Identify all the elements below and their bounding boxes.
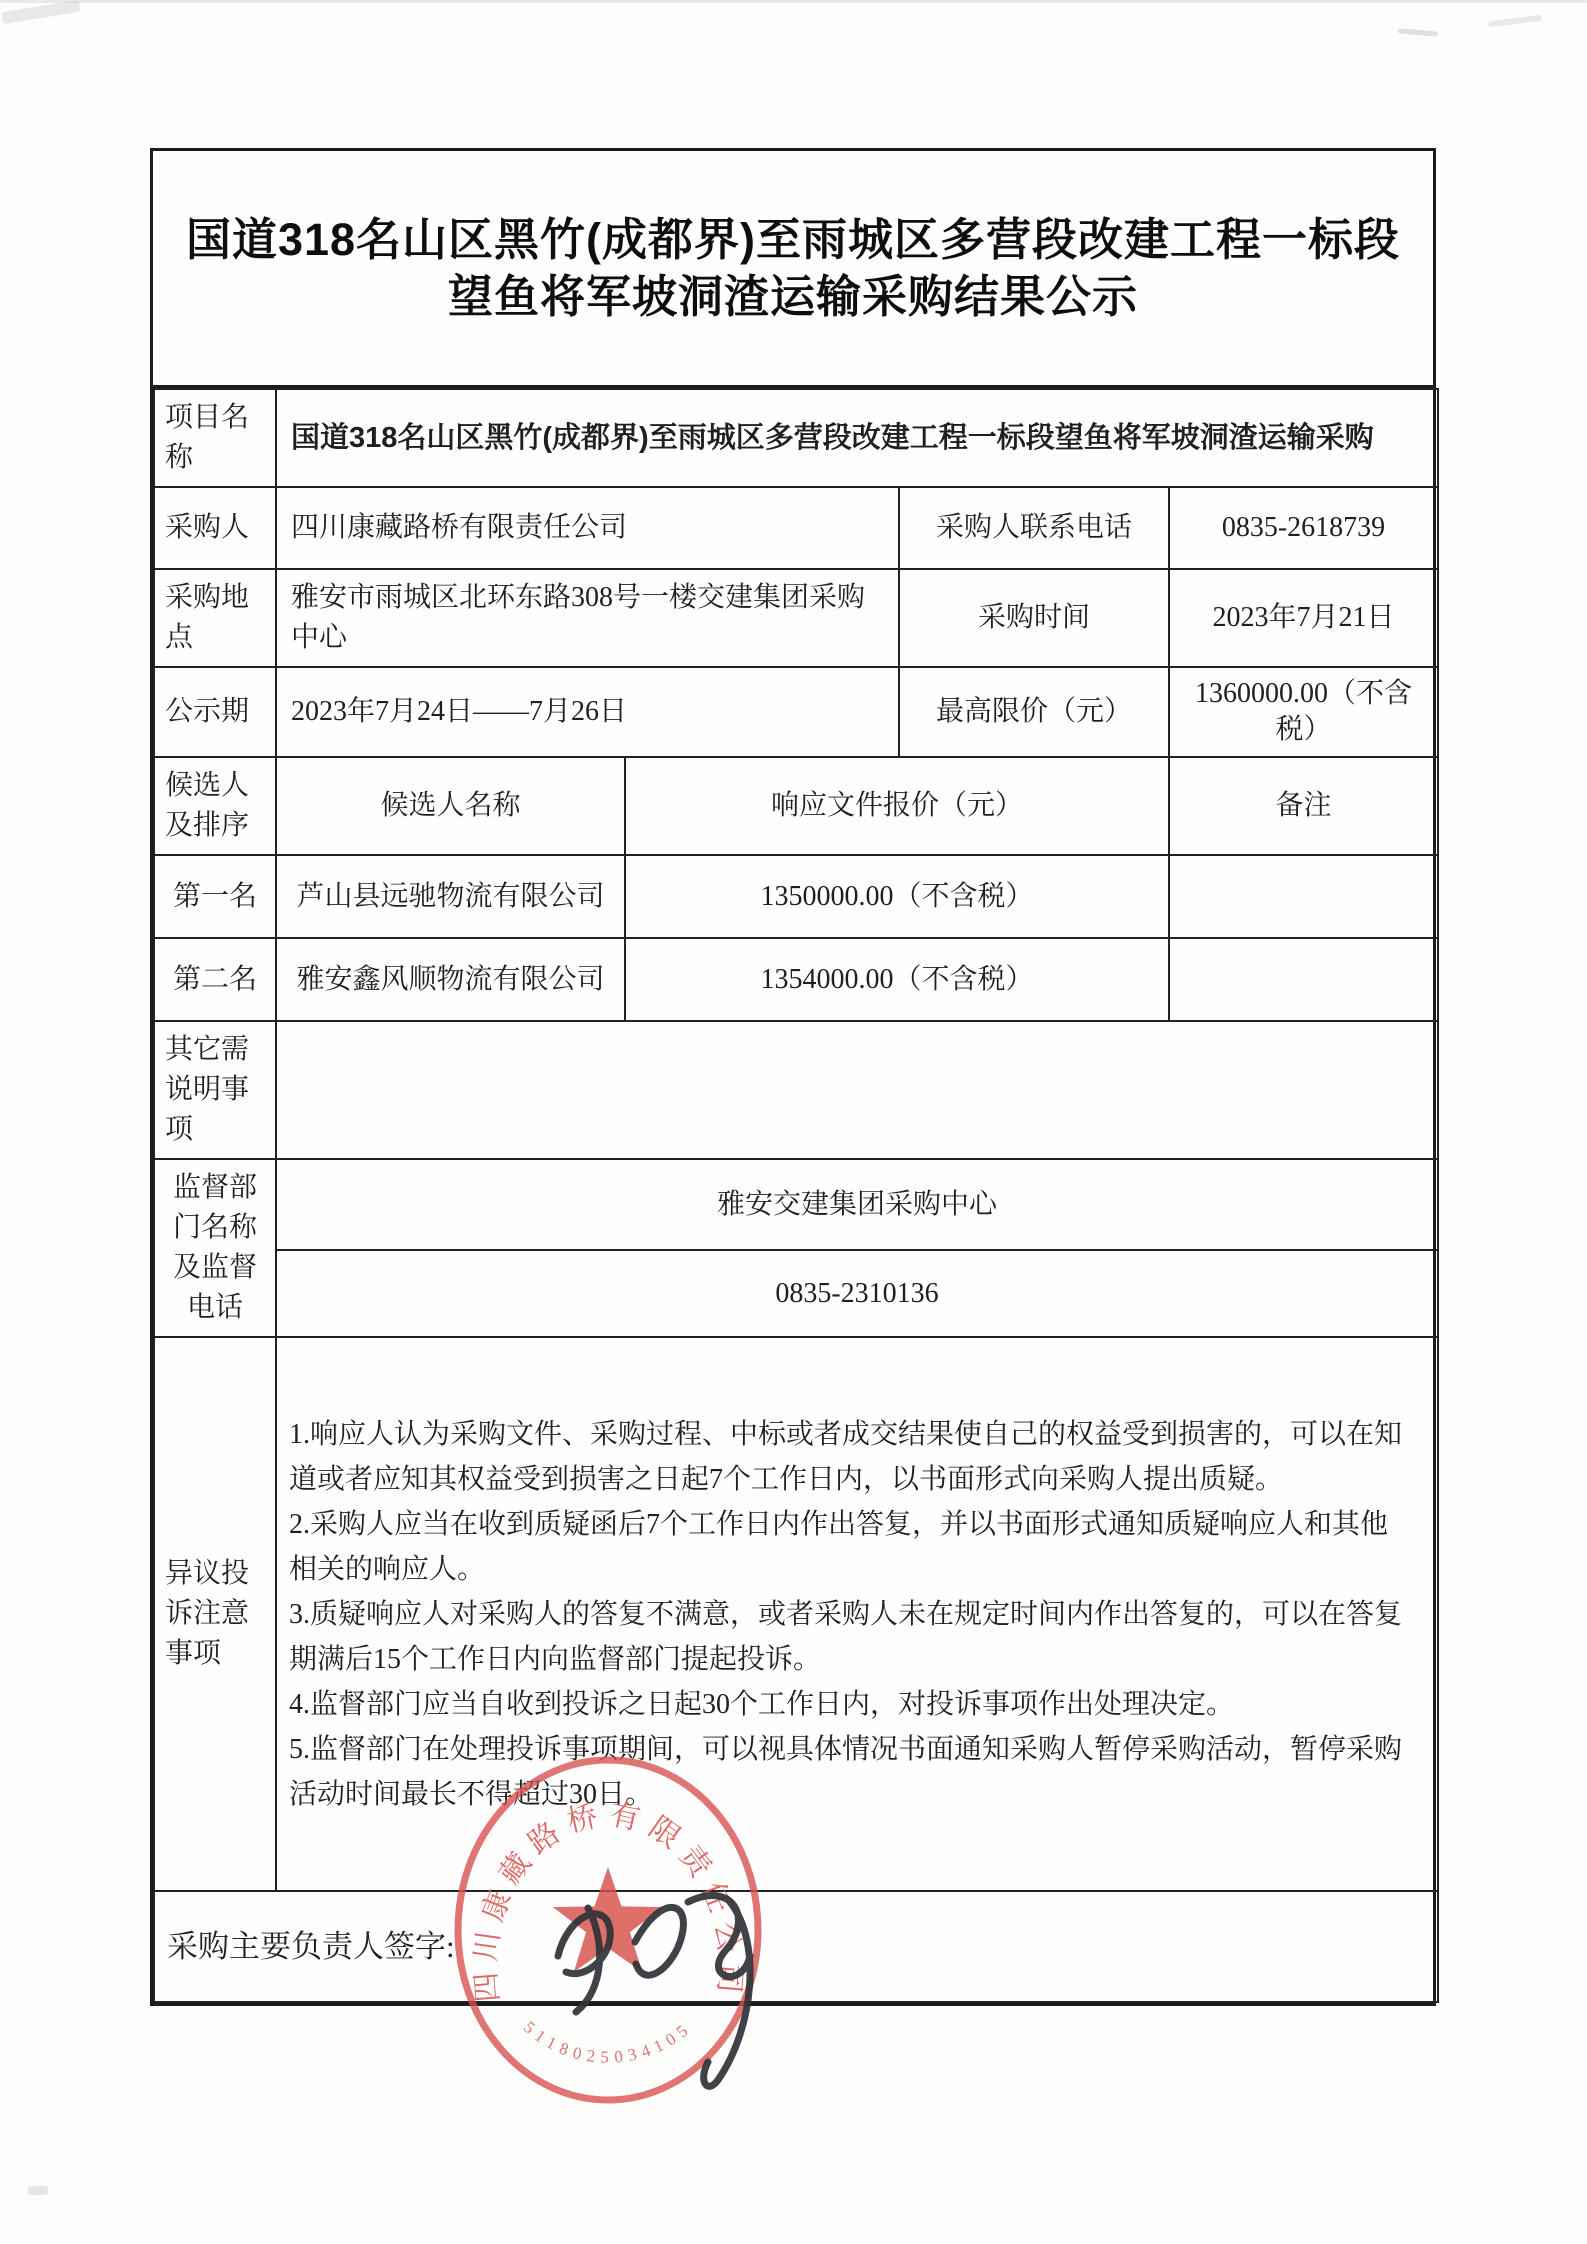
other-notes-label: 其它需说明事项: [154, 1021, 276, 1159]
scan-mark-artifact: [28, 2186, 48, 2195]
candidate-row-1: [154, 855, 1438, 938]
objection-item-3: 3.质疑响应人对采购人的答复不满意，或者采购人未在规定时间内作出答复的，可以在答复期满后15个工作日内向监督部门提起投诉。: [289, 1598, 1403, 1675]
location-value: 雅安市雨城区北环东路308号一楼交建集团采购中心: [276, 569, 899, 667]
supervision-phone-row: [154, 1250, 1438, 1337]
scan-mark-artifact: [1398, 28, 1438, 36]
project-name-row: [154, 389, 1438, 487]
objection-item-2: 2.采购人应当在收到质疑函后7个工作日内作出答复，并以书面形式通知质疑响应人和其他相关的响应人。: [289, 1508, 1389, 1585]
purchaser-value: 四川康藏路桥有限责任公司: [276, 487, 899, 569]
supervision-phone: 0835-2310136: [276, 1250, 1438, 1337]
scan-edge-artifact: [0, 0, 1587, 3]
candidate-remark-header: 备注: [1169, 757, 1438, 855]
seal-company-text: 四川康藏路桥有限责任公司: [469, 1797, 747, 2004]
candidate-rank-header: 候选人及排序: [154, 757, 276, 855]
project-name-value: 国道318名山区黑竹(成都界)至雨城区多营段改建工程一标段望鱼将军坡洞渣运输采购: [276, 389, 1438, 487]
purchaser-row: [154, 487, 1438, 569]
publicity-period-value: 2023年7月24日——7月26日: [276, 667, 899, 757]
objection-item-4: 4.监督部门应当自收到投诉之日起30个工作日内，对投诉事项作出处理决定。: [289, 1688, 1235, 1720]
scan-mark-artifact: [1488, 15, 1542, 28]
project-name-label: 项目名称: [154, 389, 276, 487]
document-title: [153, 151, 1433, 388]
purchaser-label: 采购人: [154, 487, 276, 569]
max-price-label: 最高限价（元）: [899, 667, 1169, 757]
candidate-1-name: 芦山县远驰物流有限公司: [276, 855, 625, 938]
publicity-period-row: [154, 667, 1438, 757]
candidate-1-rank: 第一名: [154, 855, 276, 938]
candidate-row-2: [154, 938, 1438, 1021]
svg-text:5118025034105: [520, 2018, 696, 2067]
supervision-name: 雅安交建集团采购中心: [276, 1159, 1438, 1250]
purchase-time-label: 采购时间: [899, 569, 1169, 667]
purchaser-phone-label: 采购人联系电话: [899, 487, 1169, 569]
location-label: 采购地点: [154, 569, 276, 667]
candidate-1-remark: [1169, 855, 1438, 938]
objection-notes: [276, 1337, 1438, 1891]
candidate-2-remark: [1169, 938, 1438, 1021]
publicity-period-label: 公示期: [154, 667, 276, 757]
scan-corner-artifact: [2, 0, 81, 24]
objection-row: [154, 1337, 1438, 1891]
signature-row: [154, 1891, 1438, 2002]
purchaser-phone-value: 0835-2618739: [1169, 487, 1438, 569]
objection-item-1: 1.响应人认为采购文件、采购过程、中标或者成交结果使自己的权益受到损害的，可以在知道或者应知其权益受到损害之日起7个工作日内，以书面形式向采购人提出质疑。: [289, 1418, 1403, 1495]
candidate-price-header: 响应文件报价（元）: [625, 757, 1169, 855]
supervision-label: 监督部门名称及监督电话: [154, 1159, 276, 1337]
seal-registration-number: 5118025034105: [519, 2017, 697, 2067]
supervision-name-row: [154, 1159, 1438, 1250]
candidate-name-header: 候选人名称: [276, 757, 625, 855]
candidate-2-rank: 第二名: [154, 938, 276, 1021]
location-row: [154, 569, 1438, 667]
candidate-1-price: 1350000.00（不含税）: [625, 855, 1169, 938]
title-line-1: 国道318名山区黑竹(成都界)至雨城区多营段改建工程一标段: [185, 214, 1401, 265]
signature-label: 采购主要负责人签字:: [154, 1891, 1438, 2002]
purchase-time-value: 2023年7月21日: [1169, 569, 1438, 667]
candidates-header-row: [154, 757, 1438, 855]
objection-item-5: 5.监督部门在处理投诉事项期间，可以视具体情况书面通知采购人暂停采购活动，暂停采购活动时间最长不得超过30日。: [289, 1733, 1403, 1810]
announcement-table: [150, 148, 1436, 2006]
announcement-grid: [153, 388, 1439, 2003]
objection-label: 异议投诉注意事项: [154, 1337, 276, 1891]
candidate-2-name: 雅安鑫风顺物流有限公司: [276, 938, 625, 1021]
max-price-value: 1360000.00（不含税）: [1169, 667, 1438, 757]
other-notes-value: [276, 1021, 1438, 1159]
other-notes-row: [154, 1021, 1438, 1159]
title-line-2: 望鱼将军坡洞渣运输采购结果公示: [447, 271, 1138, 322]
candidate-2-price: 1354000.00（不含税）: [625, 938, 1169, 1021]
